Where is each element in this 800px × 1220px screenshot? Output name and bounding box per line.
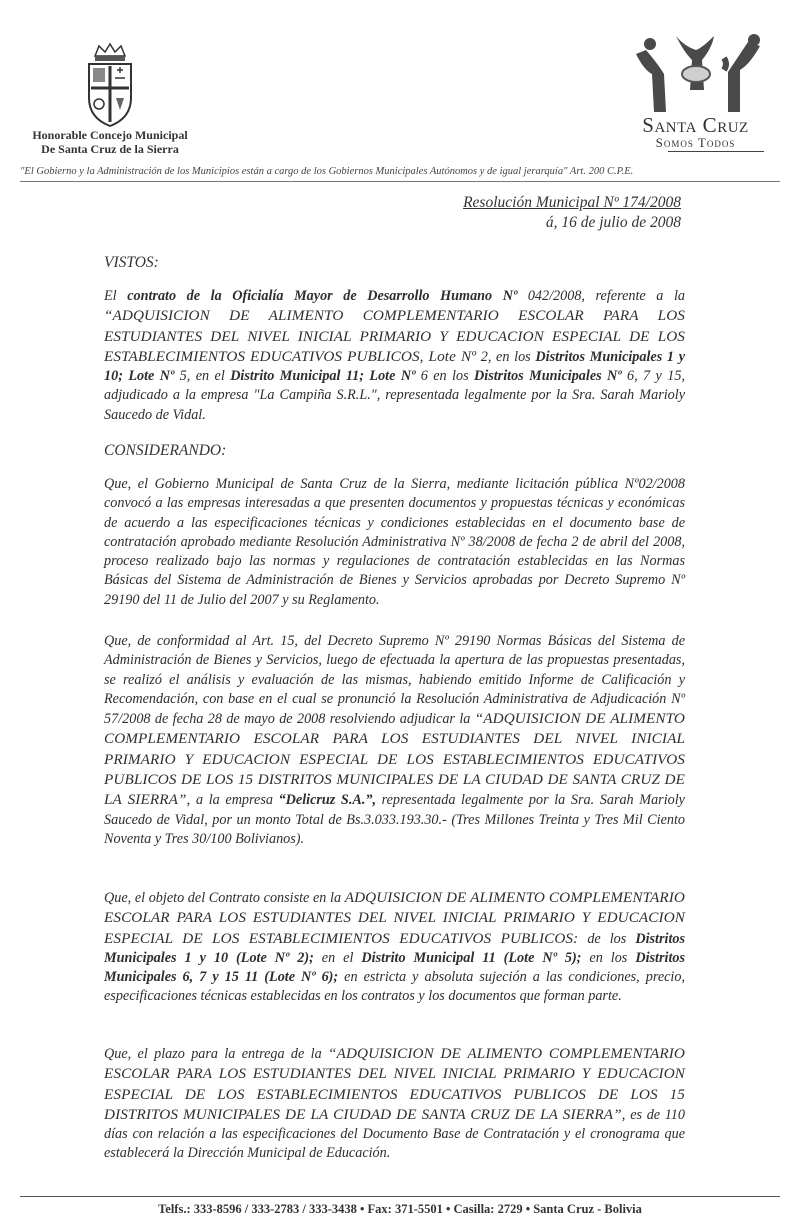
text-segment: El (104, 288, 128, 304)
text-segment: Que, el objeto del Contrato consiste en la (104, 890, 345, 906)
text-segment: a la empresa (190, 792, 279, 809)
considerando-paragraph-3 (104, 888, 685, 1007)
brand-underline (668, 151, 764, 152)
considerando-paragraph-2 (104, 632, 685, 849)
text-segment: “ADQUISICION DE ALIMENTO COMPLEMENTARIO ESCOLAR PARA LOS ESTUDIANTES DEL NIVEL INICIAL PRIMARIO Y EDUCACION ESPECIAL DE LOS ESTABLECIMIENTOS EDUCATIVOS PUBLICOS DE LOS 15 DISTRITOS MUNICIPALES DE LA CIUDAD DE SANTA CRUZ DE LA SIERRA”, (104, 1045, 685, 1123)
text-segment: 6 en los (415, 368, 475, 385)
text-segment: 6, 7 y 15, adjudicado a la empresa "La Campiña S.R.L.", representada legalmente por la Sra. Sarah Marioly Saucedo de Vidal. (104, 368, 685, 423)
text-segment: de los (578, 930, 636, 947)
text-segment: Distritos Municipales 6, 7 y 15 11 (Lote Nº 6); (104, 949, 685, 986)
coat-of-arms-icon (85, 42, 135, 130)
considerando-paragraph-1 (104, 475, 685, 610)
text-segment: en los (581, 949, 636, 966)
resolution-title: Resolución Municipal Nº 174/2008 (463, 194, 681, 211)
text-segment: 2, en los (476, 348, 536, 365)
text-segment: “Delicruz S.A.”, (278, 792, 377, 809)
vistos-heading: VISTOS: (104, 254, 159, 271)
text-segment: Distritos Municipales 1 y 10 (Lote Nº 2); (104, 930, 686, 966)
footer-divider (20, 1196, 780, 1197)
text-segment: Que, el Gobierno Municipal de Santa Cruz de la Sierra, mediante licitación pública Nº02/2008 convocó a las empresas interesadas a que presenten documentos y propuestas técnicas y económicas de acuerdo a las especificaciones técnicas y condiciones establecidas en el documento base de contratación aprobado mediante Resolución Administrativa Nº 38/2008 de fecha 2 de abril del 2008, proceso realizado bajo las normas y regulaciones de contratación establecidas en las Normas Básicas del Sistema de Administración de Bienes y Servicios aprobadas por Decreto Supremo Nº 29190 del 11 de Julio del 2007 y su Reglamento. (104, 476, 685, 608)
text-segment: Que, de conformidad al Art. 15, del Decreto Supremo Nº 29190 Normas Básicas del Sistema de Administración de Bienes y Servicios, luego de efectuada la apertura de las propuestas presentadas, se realizó el análisis y evaluación de las mismas, habiendo emitido Informe de Calificación y Recomendación, con base en el cual se pronunció la Resolución Administrativa de Adjudicación Nº 57/2008 de fecha 28 de mayo de 2008 resolviendo adjudicar la (104, 633, 685, 728)
text-segment: “ADQUISICION DE ALIMENTO COMPLEMENTARIO ESCOLAR PARA LOS ESTUDIANTES DEL NIVEL INICIAL PRIMARIO Y EDUCACION ESPECIAL DE LOS ESTABLECIMIENTOS EDUCATIVOS PUBLICOS DE LOS 15 DISTRITOS MUNICIPALES DE LA CIUDAD DE SANTA CRUZ DE LA SIERRA”, (104, 710, 685, 809)
santa-cruz-logo-icon (628, 30, 768, 120)
text-segment: “ADQUISICION DE ALIMENTO COMPLEMENTARIO ESCOLAR PARA LOS ESTUDIANTES DEL NIVEL INICIAL PRIMARIO Y EDUCACION ESPECIAL DE LOS ESTABLECIMIENTOS EDUCATIVOS PUBLICOS, Lote Nº (104, 307, 685, 365)
text-segment: 042/2008, referente a la (517, 288, 686, 304)
resolution-date: á, 16 de julio de 2008 (545, 214, 681, 231)
text-segment: en el (313, 949, 362, 966)
header-divider (20, 181, 780, 182)
text-segment: es de 110 días con relación a las especificaciones del Documento Base de Contratación y el cronograma que establecerá la Dirección Municipal de Educación. (104, 1106, 685, 1162)
council-line-2: De Santa Cruz de la Sierra (41, 142, 179, 156)
text-segment: Distrito Municipal 11 (Lote Nº 5); (361, 949, 582, 966)
text-segment: ADQUISICION DE ALIMENTO COMPLEMENTARIO ESCOLAR PARA LOS ESTUDIANTES DEL NIVEL INICIAL PRIMARIO Y EDUCACION ESPECIAL DE LOS ESTABLECIMIENTOS EDUCATIVOS PUBLICOS: (104, 889, 685, 947)
council-line-1: Honorable Concejo Municipal (32, 128, 188, 142)
text-segment: Distritos Municipales Nº (474, 368, 622, 385)
text-segment: en estricta y absoluta sujeción a las condiciones, precio, especificaciones técnicas establecidas en los contratos y los documentos que forman parte. (104, 969, 686, 1005)
vistos-paragraph (104, 287, 685, 425)
footer-contact: Telfs.: 333-8596 / 333-2783 / 333-3438 • Fax: 371-5501 • Casilla: 2729 • Santa Cruz - Bolivia (158, 1202, 642, 1216)
constitution-quote: "El Gobierno y la Administración de los Municipios están a cargo de los Gobiernos Municipales Autónomos y de igual jerarquía" Art. 200 C.P.E. (20, 166, 634, 177)
brand-tagline: Somos Todos (655, 135, 736, 150)
text-segment: 5, en el (174, 368, 231, 385)
text-segment: Distritos Municipales 1 y 10; Lote Nº (104, 348, 686, 385)
text-segment: contrato de la Oficialía Mayor de Desarrollo Humano Nº (127, 288, 518, 304)
considerando-paragraph-4 (104, 1044, 685, 1164)
considerando-heading: CONSIDERANDO: (104, 442, 227, 459)
text-segment: representada legalmente por la Sra. Sarah Marioly Saucedo de Vidal, por un monto Total de Bs.3.033.193.30.- (Tres Millones Treinta y Tres Mil Ciento Noventa y Tres 30/100 Bolivianos). (104, 792, 685, 847)
council-name (20, 128, 200, 156)
text-segment: Que, el plazo para la entrega de la (104, 1046, 329, 1062)
text-segment: Distrito Municipal 11; Lote Nº (230, 368, 416, 385)
brand-name: Santa Cruz (642, 113, 749, 137)
